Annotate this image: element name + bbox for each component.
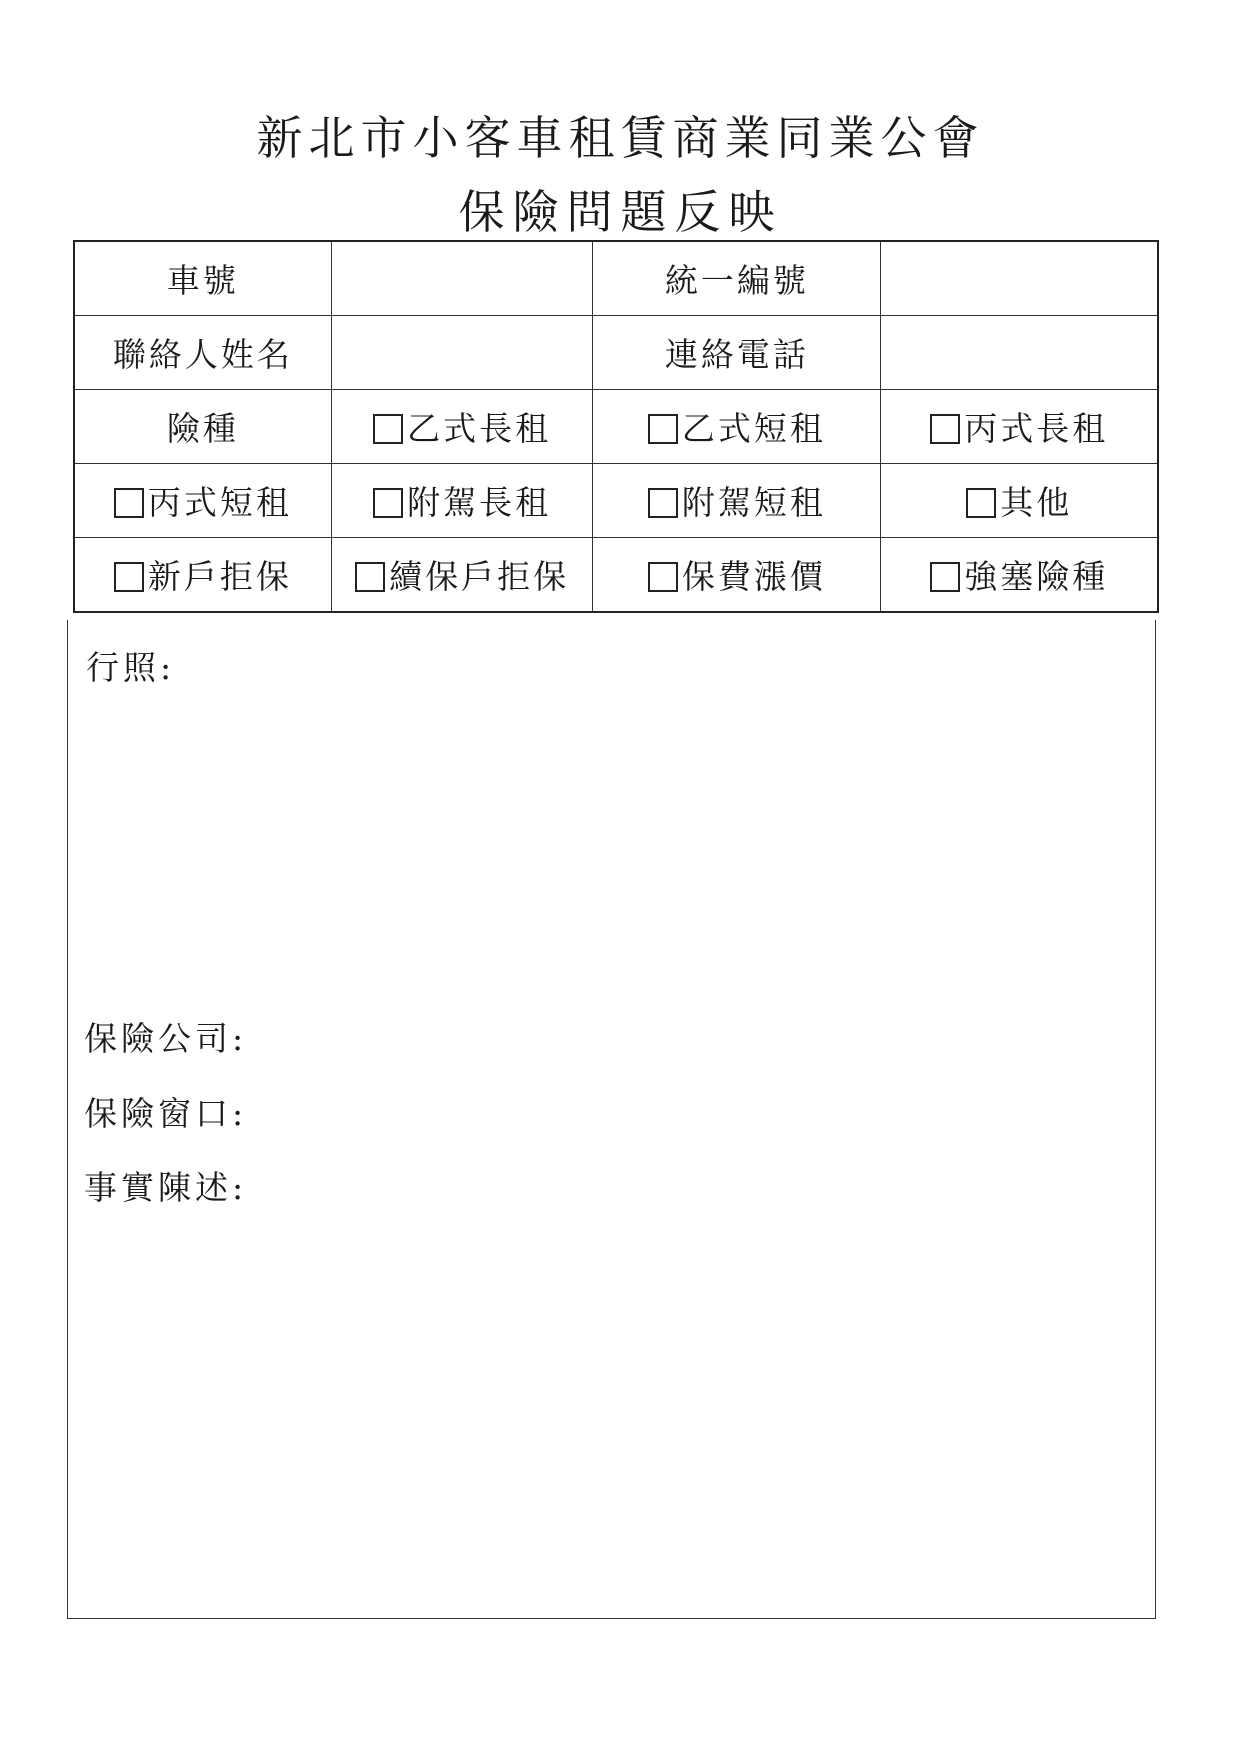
option-label: 新戶拒保 [147,557,292,596]
option-addon-short[interactable] [593,464,881,538]
info-table [73,240,1159,613]
form-title: 新北市小客車租賃商業同業公會 [256,111,985,165]
form-subtitle: 保險問題反映 [458,185,783,239]
table-row [74,390,1158,464]
phone-label: 連絡電話 [593,316,881,390]
checkbox[interactable] [373,488,403,518]
checkbox[interactable] [930,414,960,444]
option-b-long[interactable] [331,390,593,464]
table-row [74,538,1158,613]
option-b-short[interactable] [593,390,881,464]
option-label: 續保戶拒保 [389,557,570,596]
checkbox[interactable] [114,562,144,592]
option-label: 丙式短租 [147,483,292,522]
checkbox[interactable] [966,488,996,518]
insurance-type-label: 險種 [74,390,331,464]
option-new-refused[interactable] [74,538,331,613]
table-row [74,241,1158,316]
checkbox[interactable] [114,488,144,518]
checkbox[interactable] [648,488,678,518]
option-label: 乙式長租 [407,409,552,448]
option-renew-refused[interactable] [331,538,593,613]
option-label: 附駕長租 [407,483,552,522]
option-premium-increase[interactable] [593,538,881,613]
tax-id-label: 統一編號 [593,241,881,316]
option-addon-long[interactable] [331,464,593,538]
option-label: 保費漲價 [681,557,826,596]
option-label: 其他 [1000,483,1073,522]
car-number-field[interactable] [331,241,593,316]
contact-name-field[interactable] [331,316,593,390]
checkbox[interactable] [648,562,678,592]
checkbox[interactable] [648,414,678,444]
option-c-short[interactable] [74,464,331,538]
phone-field[interactable] [881,316,1158,390]
option-label: 強塞險種 [964,557,1109,596]
details-box[interactable] [67,620,1156,1619]
option-compulsory[interactable] [881,538,1158,613]
checkbox[interactable] [355,562,385,592]
table-row [74,464,1158,538]
checkbox[interactable] [930,562,960,592]
option-c-long[interactable] [881,390,1158,464]
option-label: 附駕短租 [681,483,826,522]
car-number-label: 車號 [74,241,331,316]
table-row [74,316,1158,390]
statement-label: 事實陳述: [84,1168,248,1207]
license-label: 行照: [86,648,176,687]
option-other[interactable] [881,464,1158,538]
option-label: 丙式長租 [964,409,1109,448]
insurer-label: 保險公司: [84,1019,248,1058]
checkbox[interactable] [373,414,403,444]
tax-id-field[interactable] [881,241,1158,316]
contact-window-label: 保險窗口: [84,1094,248,1133]
option-label: 乙式短租 [681,409,826,448]
contact-name-label: 聯絡人姓名 [74,316,331,390]
